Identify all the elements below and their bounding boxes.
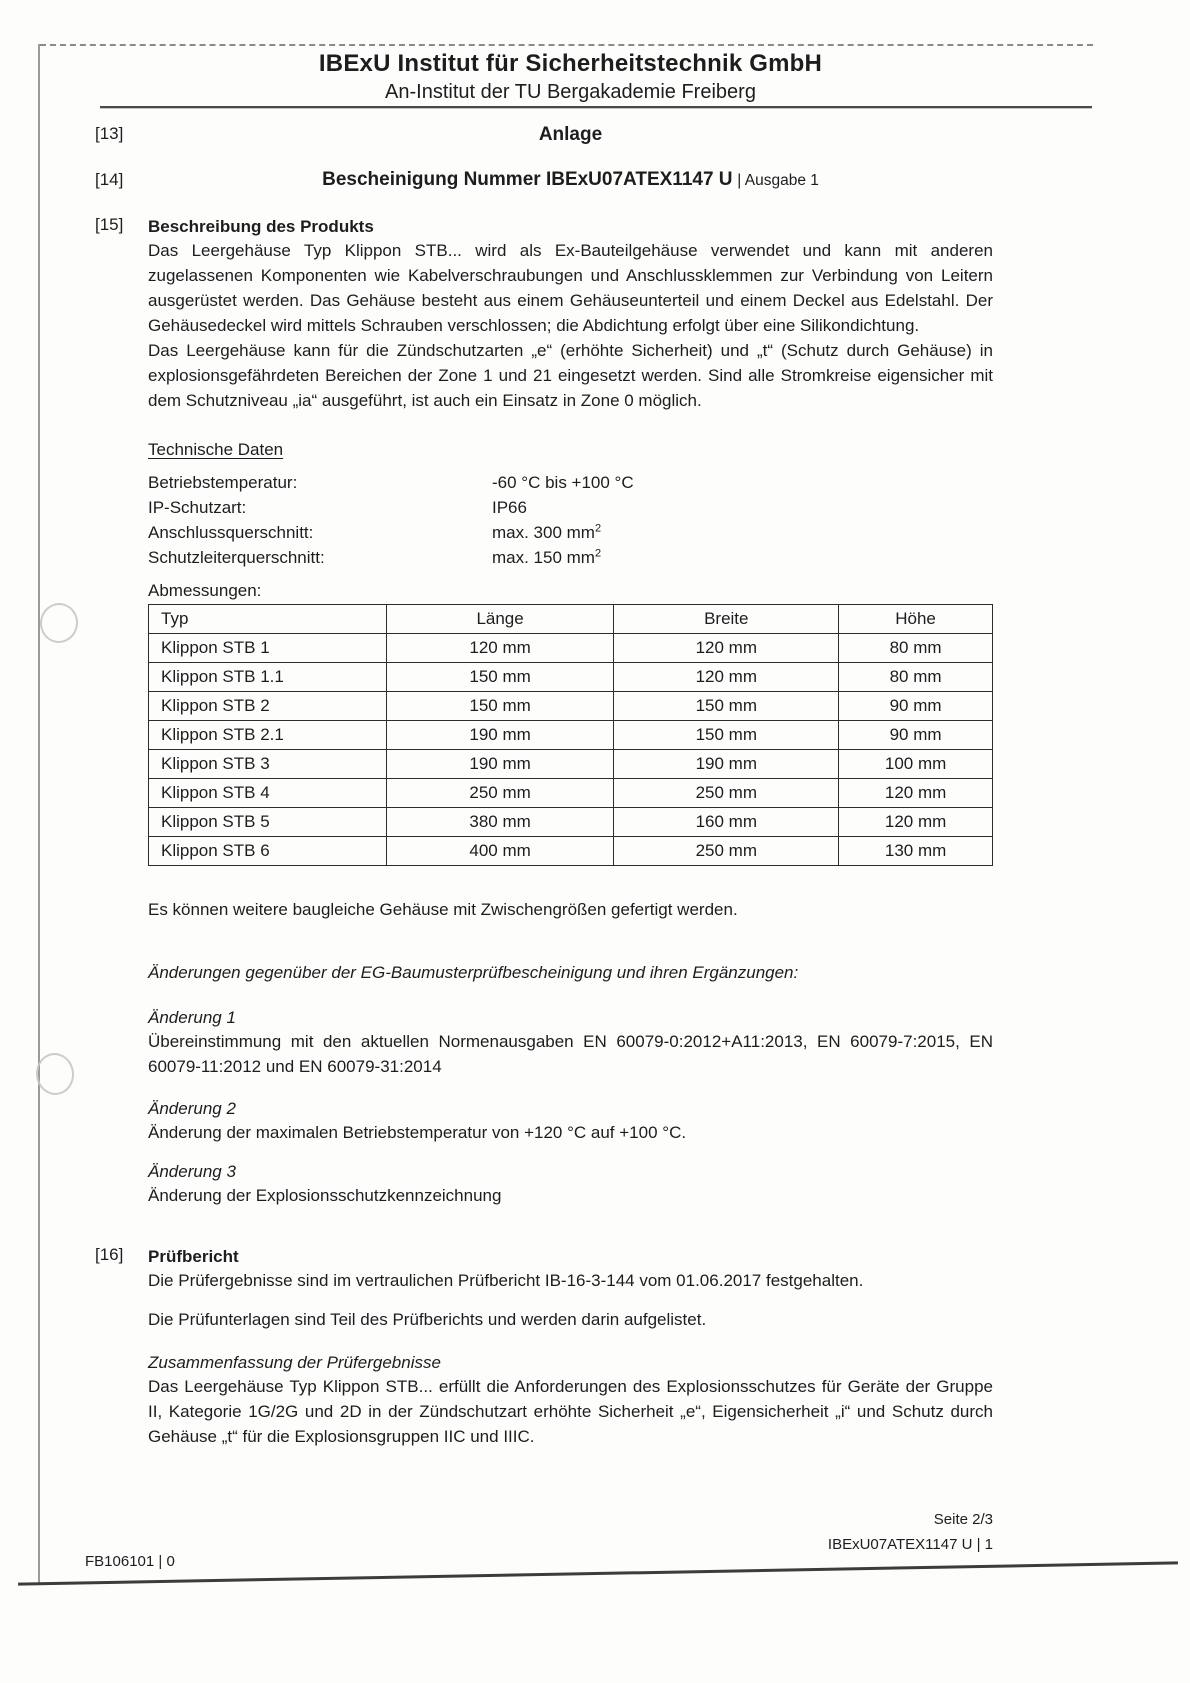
ref-13: [13] [95, 124, 124, 143]
tech-label: Betriebstemperatur: [148, 473, 298, 492]
tech-value: IP66 [492, 498, 527, 517]
table-row: Klippon STB 5 380 mm 160 mm 120 mm [149, 808, 993, 837]
column-header-hoehe: Höhe [839, 605, 993, 634]
product-description-heading: Beschreibung des Produkts [148, 217, 374, 236]
product-description-paragraph-1: Das Leergehäuse Typ Klippon STB... wird als Ex-Bauteilgehäuse verwendet und kann mit anderen zugelassenen Komponenten wie Kabelverschraubungen und Anschlussklemmen zur Verbindung von Leitern ausgerüstet werden. Das Gehäuse besteht aus einem Gehäuseunterteil und einem Deckel aus Edelstahl. Der Gehäusedeckel wird mittels Schrauben verschlossen; die Abdichtung erfolgt über eine Silikondichtung. [148, 241, 993, 335]
technical-data-heading: Technische Daten [148, 440, 284, 459]
tech-value: max. 300 $mm^2$ [492, 522, 602, 542]
change-2-title: Änderung 2 [148, 1099, 236, 1118]
table-row: Klippon STB 1.1 150 mm 120 mm 80 mm [149, 663, 993, 692]
tech-row-anschlussquerschnitt [148, 520, 993, 545]
product-description-text [148, 238, 993, 413]
table-row: Klippon STB 2.1 190 mm 150 mm 90 mm [149, 721, 993, 750]
certificate-number: Bescheinigung Nummer IBExU07ATEX1147 U [322, 169, 733, 190]
table-header-row [149, 605, 993, 634]
changes-intro: Änderungen gegenüber der EG-Baumusterprüfbescheinigung und ihren Ergänzungen: [148, 963, 799, 982]
test-report-line-2: Die Prüfunterlagen sind Teil des Prüfberichts und werden darin aufgelistet. [148, 1310, 707, 1329]
test-report-line-1: Die Prüfergebnisse sind im vertraulichen Prüfbericht IB-16-3-144 vom 01.06.2017 festgehalten. [148, 1271, 864, 1290]
summary-title: Zusammenfassung der Prüfergebnisse [148, 1353, 441, 1372]
table-row: Klippon STB 1 120 mm 120 mm 80 mm [149, 634, 993, 663]
dimensions-table-wrap [148, 604, 993, 866]
change-3-body: Änderung der Explosionsschutzkennzeichnung [148, 1186, 502, 1205]
change-1-body: Übereinstimmung mit den aktuellen Normenausgaben EN 60079-0:2012+A11:2013, EN 60079-7:2015, EN 60079-11:2012 und EN 60079-31:2014 [148, 1032, 993, 1076]
tech-row-betriebstemperatur [148, 470, 993, 495]
table-row: Klippon STB 2 150 mm 150 mm 90 mm [149, 692, 993, 721]
column-header-breite: Breite [614, 605, 839, 634]
header-rule [100, 106, 1092, 108]
product-description-paragraph-2: Das Leergehäuse kann für die Zündschutzarten „e“ (erhöhte Sicherheit) und „t“ (Schutz durch Gehäuse) in explosionsgefährdeten Bereichen der Zone 1 und 21 eingesetzt werden. Sind alle Stromkreise eigensicher mit dem Schutzniveau „ia“ ausgeführt, ist auch ein Einsatz in Zone 0 möglich. [148, 341, 993, 410]
org-title: IBExU Institut für Sicherheitstechnik GmbH [318, 50, 823, 77]
technical-data-list [148, 470, 993, 570]
table-row: Klippon STB 6 400 mm 250 mm 130 mm [149, 837, 993, 866]
ref-16: [16] [95, 1245, 124, 1264]
scan-bottom-line [18, 1561, 1178, 1585]
org-subtitle: An-Institut der TU Bergakademie Freiberg [385, 81, 756, 103]
column-header-laenge: Länge [386, 605, 614, 634]
interchangeable-sizes-note: Es können weitere baugleiche Gehäuse mit Zwischengrößen gefertigt werden. [148, 900, 738, 919]
punch-hole-bottom [34, 1051, 76, 1097]
tech-value: max. 150 $mm^2$ [492, 547, 602, 567]
test-report-heading: Prüfbericht [148, 1247, 239, 1266]
column-header-typ: Typ [149, 605, 387, 634]
certificate-edition: | Ausgabe 1 [737, 172, 819, 189]
table-row: Klippon STB 4 250 mm 250 mm 120 mm [149, 779, 993, 808]
superscript: 2 [594, 522, 602, 535]
footer-form-number: FB106101 | 0 [85, 1553, 175, 1570]
scan-border-left [38, 44, 40, 1584]
ref-15: [15] [95, 215, 124, 234]
superscript: 2 [594, 547, 602, 560]
certificate-number-line [148, 167, 993, 193]
change-3-title: Änderung 3 [148, 1162, 236, 1181]
table-row: Klippon STB 3 190 mm 190 mm 100 mm [149, 750, 993, 779]
ref-14: [14] [95, 170, 124, 189]
tech-label: Schutzleiterquerschnitt: [148, 548, 325, 567]
footer-certificate-ref: IBExU07ATEX1147 U | 1 [827, 1536, 993, 1553]
scan-border-top [40, 44, 1093, 46]
tech-row-ip-schutzart [148, 495, 993, 520]
dimensions-table [148, 604, 993, 866]
dimensions-label: Abmessungen: [148, 581, 262, 600]
tech-label: IP-Schutzart: [148, 498, 247, 517]
footer-page-number: Seite 2/3 [933, 1511, 993, 1528]
change-1-title: Änderung 1 [148, 1008, 236, 1027]
punch-hole-top [37, 601, 80, 646]
tech-value: -60 °C bis +100 °C [492, 473, 634, 492]
anlage-title: Anlage [538, 124, 603, 145]
tech-row-schutzleiterquerschnitt [148, 545, 993, 570]
summary-body: Das Leergehäuse Typ Klippon STB... erfüllt die Anforderungen des Explosionsschutzes für Geräte der Gruppe II, Kategorie 1G/2G und 2D in der Zündschutzart erhöhte Sicherheit „e“, Eigensicherheit „i“ und Schutz durch Gehäuse „t“ für die Explosionsgruppen IIC und IIIC. [148, 1377, 993, 1446]
tech-label: Anschlussquerschnitt: [148, 523, 314, 542]
change-2-body: Änderung der maximalen Betriebstemperatur von +120 °C auf +100 °C. [148, 1123, 687, 1142]
